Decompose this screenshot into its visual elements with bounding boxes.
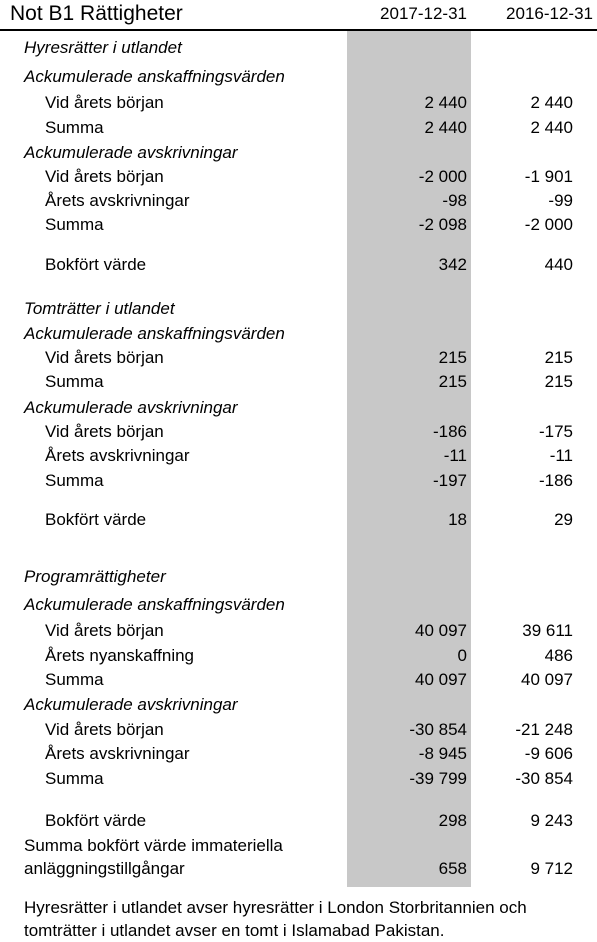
row-label: Summa (45, 670, 104, 689)
subheading (0, 396, 597, 420)
value-2017: -30 854 (409, 720, 467, 739)
value-2016: 39 611 (522, 621, 573, 640)
value-2017: 658 (438, 859, 467, 878)
section-heading (0, 297, 597, 321)
table-row (0, 834, 597, 858)
footnote-line-1: Hyresrätter i utlandet avser hyresrätter i London Storbritannien och (24, 898, 527, 917)
value-2016: -175 (538, 422, 573, 441)
table-row (0, 253, 597, 277)
value-2016: 486 (544, 646, 573, 665)
row-label: Årets avskrivningar (45, 191, 190, 210)
row-label: Årets avskrivningar (45, 446, 190, 465)
table-row (0, 420, 597, 444)
footnote (24, 896, 584, 942)
row-label: Årets nyanskaffning (45, 646, 194, 665)
table-row (0, 116, 597, 140)
value-2016: 9 712 (530, 859, 573, 878)
row-label: Summa bokfört värde immateriella (24, 836, 283, 855)
table-row (0, 718, 597, 742)
row-label: Ackumulerade anskaffningsvärden (24, 67, 285, 86)
table-row (0, 444, 597, 468)
row-label: Bokfört värde (45, 255, 147, 274)
table-row (0, 91, 597, 115)
value-2017: -2 098 (418, 215, 467, 234)
value-2016: 2 440 (530, 118, 573, 137)
value-2016: -30 854 (515, 769, 573, 788)
value-2017: 2 440 (424, 118, 467, 137)
value-2017: -8 945 (418, 744, 467, 763)
value-2017: -197 (432, 471, 467, 490)
value-2016: 440 (544, 255, 573, 274)
value-2016: 2 440 (530, 93, 573, 112)
table-row (0, 619, 597, 643)
value-2016: -186 (538, 471, 573, 490)
table-row (0, 809, 597, 833)
row-label: Ackumulerade anskaffningsvärden (24, 595, 285, 614)
row-label: Ackumulerade anskaffningsvärden (24, 324, 285, 343)
value-2016: 215 (544, 348, 573, 367)
column-header-2016: 2016-12-31 (506, 4, 593, 23)
table-row (0, 165, 597, 189)
note-title: Not B1 Rättigheter (10, 2, 183, 25)
value-2016: -2 000 (524, 215, 573, 234)
value-2017: 215 (438, 348, 467, 367)
row-label: Vid årets början (45, 422, 164, 441)
table-row (0, 644, 597, 668)
row-label: Summa (45, 769, 104, 788)
value-2017: 2 440 (424, 93, 467, 112)
row-label: anläggningstillgångar (24, 859, 185, 878)
table-row (0, 213, 597, 237)
table-row (0, 742, 597, 766)
subheading (0, 141, 597, 165)
value-2017: 298 (438, 811, 467, 830)
section-heading (0, 565, 597, 589)
row-label: Vid årets början (45, 621, 164, 640)
row-label: Vid årets början (45, 720, 164, 739)
row-label: Summa (45, 372, 104, 391)
value-2017: 342 (438, 255, 467, 274)
subheading (0, 322, 597, 346)
value-2017: 215 (438, 372, 467, 391)
value-2017: -39 799 (409, 769, 467, 788)
row-label: Vid årets början (45, 93, 164, 112)
header-rule (0, 29, 597, 31)
value-2017: -186 (432, 422, 467, 441)
row-label: Vid årets början (45, 348, 164, 367)
value-2017: 40 097 (415, 621, 467, 640)
value-2016: 9 243 (530, 811, 573, 830)
section-heading (0, 36, 597, 60)
row-label: Ackumulerade avskrivningar (24, 398, 238, 417)
table-row (0, 189, 597, 213)
table-row (0, 767, 597, 791)
row-label: Ackumulerade avskrivningar (24, 143, 238, 162)
subheading (0, 593, 597, 617)
row-label: Ackumulerade avskrivningar (24, 695, 238, 714)
value-2016: 215 (544, 372, 573, 391)
value-2017: -11 (443, 446, 467, 465)
value-2016: -99 (548, 191, 573, 210)
table-row (0, 857, 597, 881)
table-row (0, 668, 597, 692)
row-label: Summa (45, 118, 104, 137)
table-row (0, 346, 597, 370)
row-label: Bokfört värde (45, 811, 147, 830)
row-label: Summa (45, 215, 104, 234)
table-row (0, 469, 597, 493)
value-2017: -98 (442, 191, 467, 210)
value-2016: -21 248 (515, 720, 573, 739)
value-2016: 29 (554, 510, 573, 529)
table-row (0, 370, 597, 394)
row-label: Summa (45, 471, 104, 490)
value-2016: -1 901 (524, 167, 573, 186)
value-2016: -11 (549, 446, 573, 465)
footnote-line-2: tomträtter i utlandet avser en tomt i Islamabad Pakistan. (24, 921, 445, 940)
value-2017: 0 (457, 646, 467, 665)
row-label: Vid årets början (45, 167, 164, 186)
row-label: Programrättigheter (24, 567, 166, 586)
row-label: Tomträtter i utlandet (24, 299, 175, 318)
value-2017: -2 000 (418, 167, 467, 186)
table-row (0, 508, 597, 532)
subheading (0, 65, 597, 89)
subheading (0, 693, 597, 717)
row-label: Årets avskrivningar (45, 744, 190, 763)
value-2017: 18 (448, 510, 467, 529)
row-label: Bokfört värde (45, 510, 147, 529)
column-header-2017: 2017-12-31 (380, 4, 467, 23)
value-2017: 40 097 (415, 670, 467, 689)
row-label: Hyresrätter i utlandet (24, 38, 182, 57)
value-2016: 40 097 (521, 670, 573, 689)
value-2016: -9 606 (524, 744, 573, 763)
